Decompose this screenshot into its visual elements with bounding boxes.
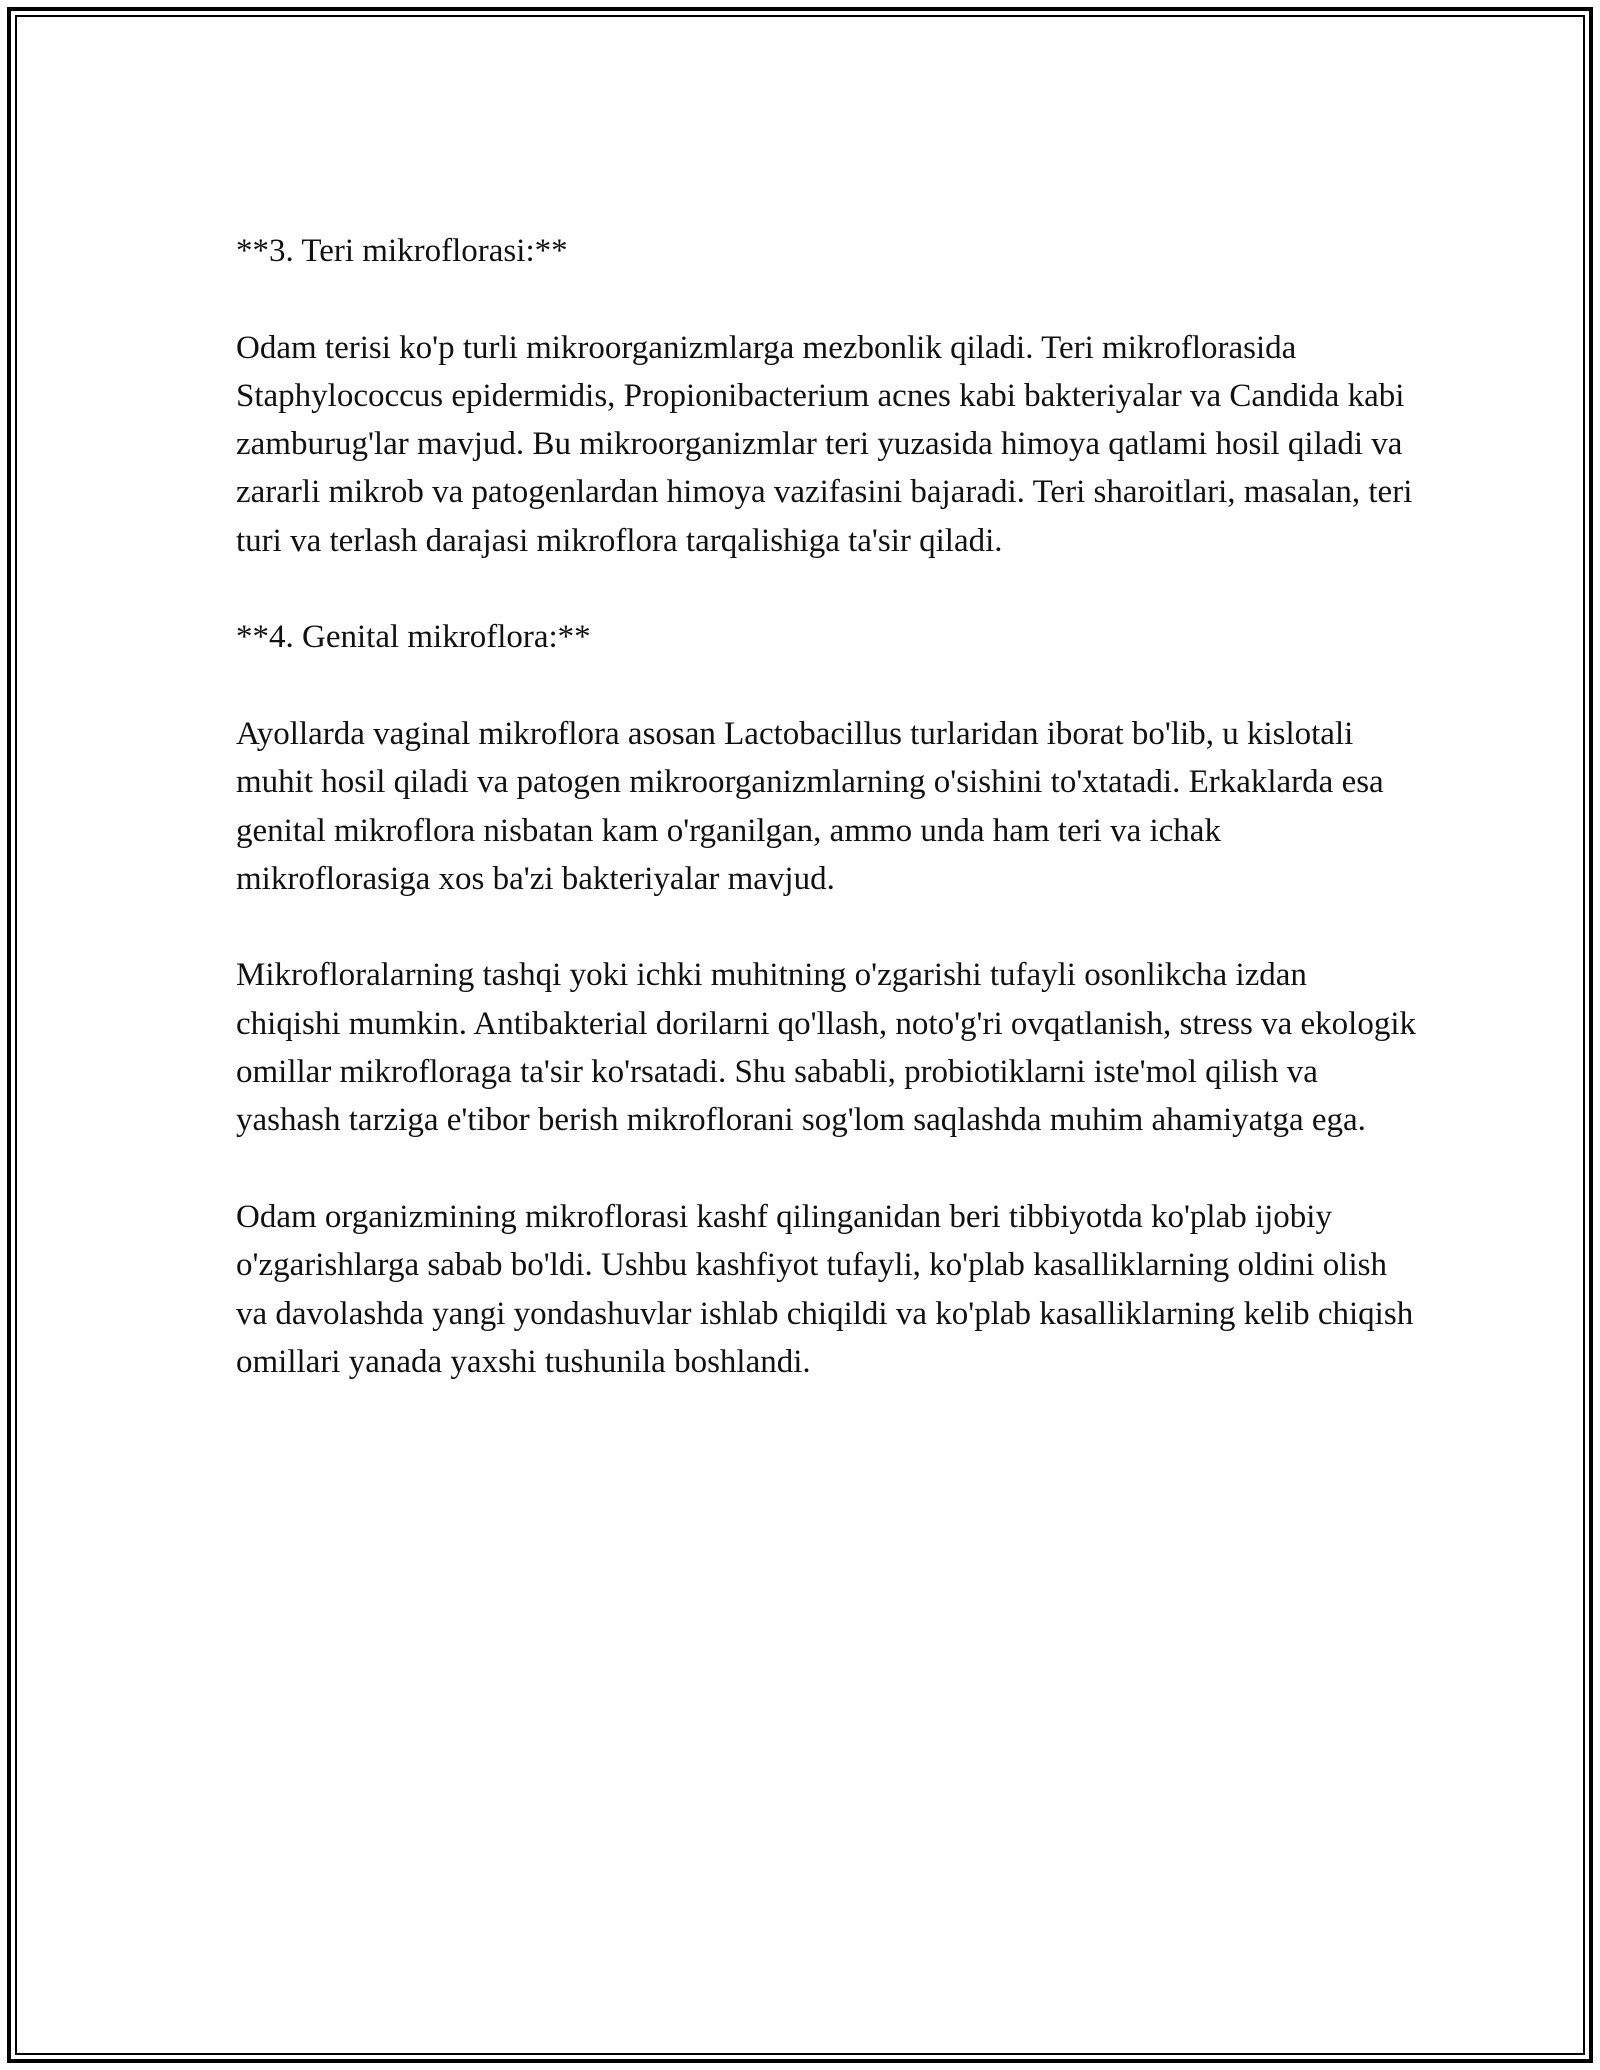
paragraph-genital-microflora: Ayollarda vaginal mikroflora asosan Lactobacillus turlaridan iborat bo'lib, u kislotali muhit hosil qiladi va patogen mikroorganizmlarning o'sishini to'xtatadi. Erkaklarda esa genital mikroflora nisbatan kam o'rganilgan, ammo unda ham teri va ichak mikroflorasiga xos ba'zi bakteriyalar mavjud. [236, 715, 1384, 897]
document-body [236, 227, 1416, 1386]
section-heading-skin-microflora: **3. Teri mikroflorasi:** [236, 233, 568, 269]
paragraph-skin-microflora: Odam terisi ko'p turli mikroorganizmlarga mezbonlik qiladi. Teri mikroflorasida Staphylococcus epidermidis, Propionibacterium acnes kabi bakteriyalar va Candida kabi zamburug'lar mavjud. Bu mikroorganizmlar teri yuzasida himoya qatlami hosil qiladi va zararli mikrob va patogenlardan himoya vazifasini bajaradi. Teri sharoitlari, masalan, teri turi va terlash darajasi mikroflora tarqalishiga ta'sir qiladi. [236, 329, 1413, 559]
paragraph-microflora-discovery: Odam organizmining mikroflorasi kashf qilinganidan beri tibbiyotda ko'plab ijobiy o'zgarishlarga sabab bo'ldi. Ushbu kashfiyot tufayli, ko'plab kasalliklarning oldini olish va davolashda yangi yondashuvlar ishlab chiqildi va ko'plab kasalliklarning kelib chiqish omillari yanada yaxshi tushunila boshlandi. [236, 1198, 1414, 1380]
paragraph-microflora-disruption: Mikrofloralarning tashqi yoki ichki muhitning o'zgarishi tufayli osonlikcha izdan chiqishi mumkin. Antibakterial dorilarni qo'llash, noto'g'ri ovqatlanish, stress va ekologik omillar mikrofloraga ta'sir ko'rsatadi. Shu sababli, probiotiklarni iste'mol qilish va yashash tarziga e'tibor berish mikroflorani sog'lom saqlashda muhim ahamiyatga ega. [236, 957, 1417, 1139]
section-heading-genital-microflora: **4. Genital mikroflora:** [236, 619, 591, 656]
